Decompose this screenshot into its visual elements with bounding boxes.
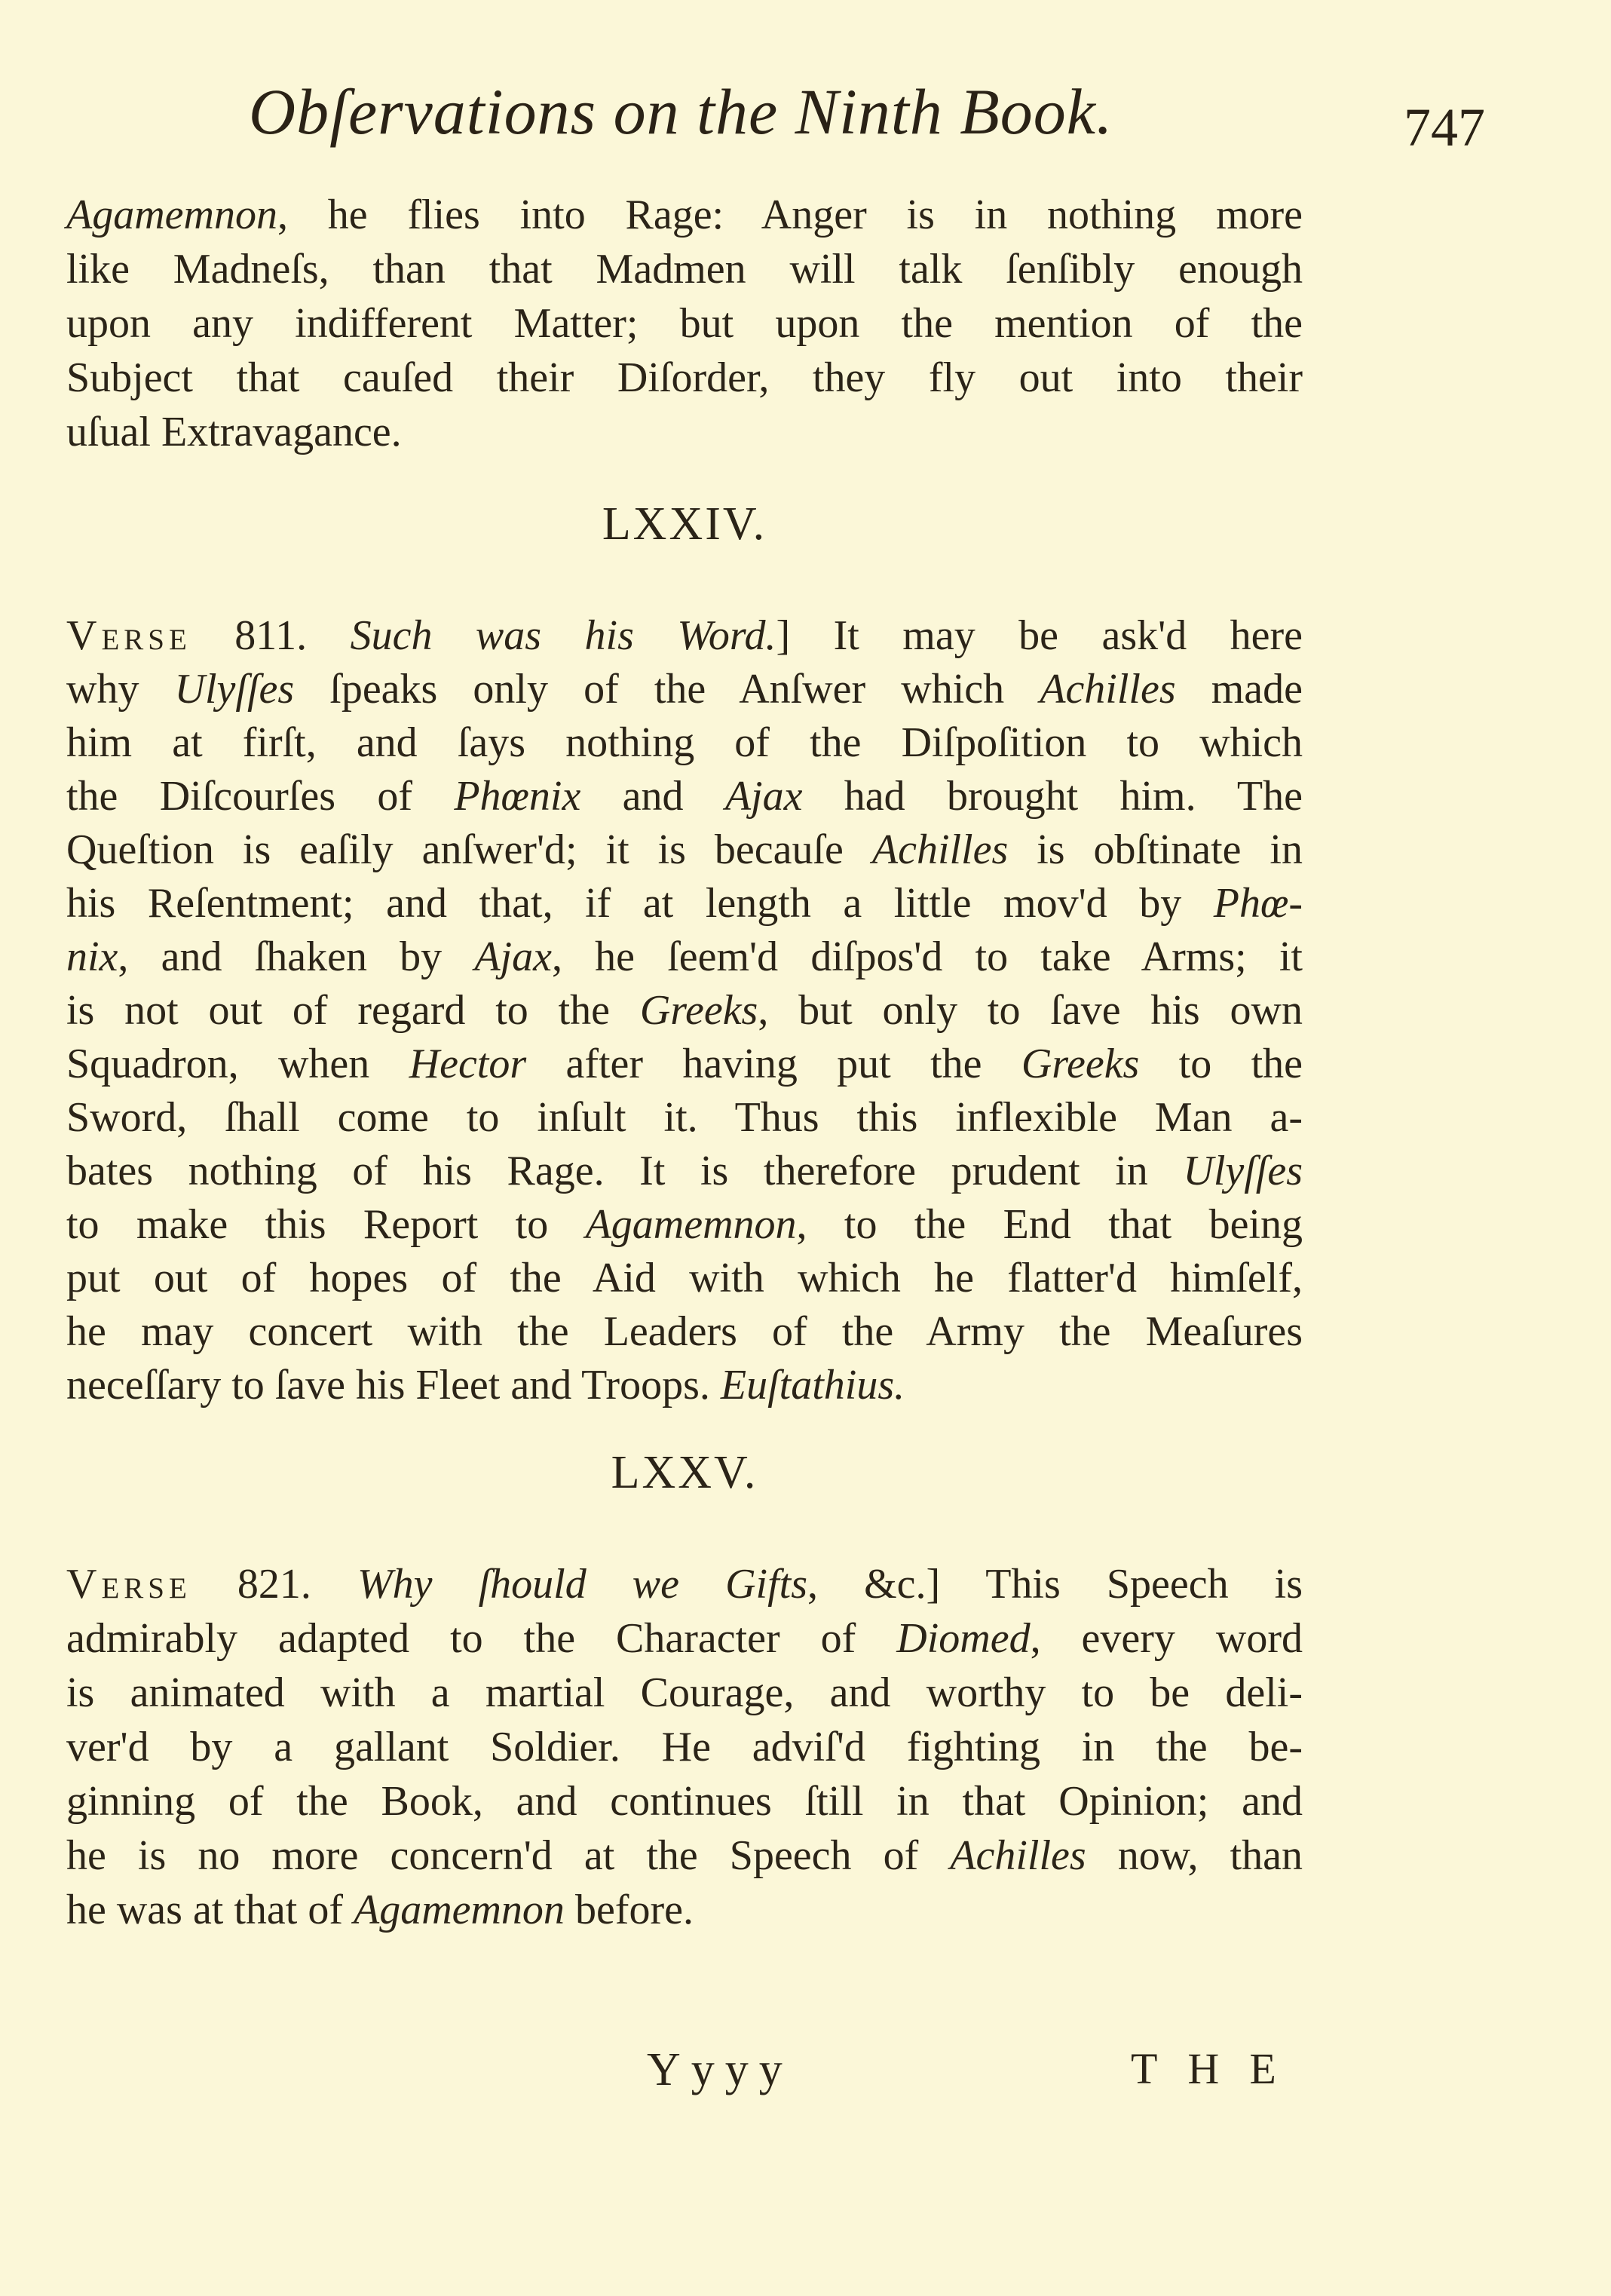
text-run: admirably adapted to the Character of bbox=[66, 1615, 897, 1662]
small-caps-run: Verse bbox=[66, 612, 191, 659]
italic-run: Achilles bbox=[950, 1832, 1086, 1879]
text-run: before. bbox=[564, 1887, 694, 1933]
text-run: he was at that of bbox=[66, 1887, 354, 1933]
text-line bbox=[66, 1038, 1303, 1090]
text-run: Sword, ſhall come to inſult it. Thus this inflexible Man a- bbox=[66, 1094, 1303, 1141]
signature-mark: Yyyy bbox=[647, 2044, 793, 2095]
italic-run: Agamemnon bbox=[353, 1887, 565, 1933]
text-run: had brought him. The bbox=[802, 773, 1303, 820]
catchword: THE bbox=[1131, 2044, 1306, 2093]
text-run: made bbox=[1175, 666, 1303, 713]
text-run: he is no more concern'd at the Speech of bbox=[66, 1832, 951, 1879]
italic-run: Phœ- bbox=[1213, 880, 1303, 927]
text-run: like Madneſs, than that Madmen will talk ſenſibly enough bbox=[66, 246, 1303, 293]
italic-run: Agamemnon bbox=[66, 192, 277, 238]
text-run: Subject that cauſed their Diſorder, they fly out into their bbox=[66, 354, 1303, 401]
italic-run: Such was his Word. bbox=[350, 612, 776, 659]
text-run: now, than bbox=[1086, 1832, 1303, 1879]
text-run: , he ſeem'd diſpos'd to take Arms; it bbox=[551, 933, 1303, 980]
text-run: why bbox=[66, 666, 175, 713]
text-line bbox=[66, 1884, 1303, 1936]
text-line bbox=[66, 770, 1303, 823]
text-run: him at firſt, and ſays nothing of the Diſpoſition to which bbox=[66, 719, 1303, 766]
text-run: ] It may be ask'd here bbox=[776, 612, 1303, 659]
text-line bbox=[66, 930, 1303, 983]
text-line bbox=[66, 1252, 1303, 1304]
text-run: neceſſary to ſave his Fleet and Troops. bbox=[66, 1362, 721, 1409]
italic-run: Achilles bbox=[871, 826, 1009, 873]
text-line bbox=[66, 1558, 1303, 1611]
text-run: ginning of the Book, and continues ſtill in that Opinion; and bbox=[66, 1778, 1303, 1825]
text-line bbox=[66, 1666, 1303, 1719]
small-caps-run: Verse bbox=[66, 1561, 191, 1608]
text-run: is obſtinate in bbox=[1008, 826, 1303, 873]
italic-run: Hector bbox=[409, 1041, 527, 1087]
text-run: Squadron, when bbox=[66, 1041, 409, 1087]
italic-run: Achilles bbox=[1040, 666, 1176, 713]
italic-run: Ulyſſes bbox=[174, 666, 295, 713]
intro-paragraph bbox=[66, 189, 1303, 460]
text-run: to make this Report to bbox=[66, 1201, 586, 1248]
text-run: ver'd by a gallant Soldier. He adviſ'd fighting in the be- bbox=[66, 1724, 1303, 1770]
section-heading: LXXIV. bbox=[602, 498, 767, 550]
section-lxxv bbox=[66, 1446, 1303, 1974]
text-run: upon any indifferent Matter; but upon the mention of the bbox=[66, 300, 1303, 347]
running-head: Obſervations on the Ninth Book. bbox=[249, 75, 1113, 148]
text-line bbox=[66, 823, 1303, 876]
section-heading: LXXV. bbox=[611, 1447, 758, 1498]
text-line bbox=[66, 1091, 1303, 1144]
text-run: , every word bbox=[1030, 1615, 1303, 1662]
text-run: Queſtion is eaſily anſwer'd; it is becauſe bbox=[66, 826, 872, 873]
section-lxxiv bbox=[66, 498, 1303, 1409]
text-run: 821. bbox=[191, 1561, 357, 1608]
text-line bbox=[66, 1145, 1303, 1197]
text-run: and bbox=[580, 773, 725, 820]
italic-run: Ajax bbox=[724, 773, 803, 820]
text-line bbox=[66, 189, 1303, 241]
italic-run: Ulyſſes bbox=[1183, 1148, 1303, 1194]
text-line bbox=[66, 1775, 1303, 1828]
italic-run: Agamemnon bbox=[585, 1201, 797, 1248]
text-line bbox=[66, 1359, 1303, 1412]
italic-run: Ajax bbox=[474, 933, 552, 980]
text-run: uſual Extravagance. bbox=[66, 409, 402, 455]
text-run: ſpeaks only of the Anſwer which bbox=[294, 666, 1040, 713]
text-line bbox=[66, 351, 1303, 404]
italic-run: Diomed bbox=[896, 1615, 1031, 1662]
italic-run: Why ſhould we Gifts bbox=[357, 1561, 807, 1608]
text-line bbox=[66, 1721, 1303, 1773]
text-line bbox=[66, 406, 1303, 458]
text-line bbox=[66, 243, 1303, 296]
text-line bbox=[66, 984, 1303, 1037]
italic-run: nix bbox=[66, 933, 118, 980]
text-line bbox=[66, 663, 1303, 716]
text-line bbox=[66, 1829, 1303, 1882]
text-line bbox=[66, 877, 1303, 930]
text-run: put out of hopes of the Aid with which he flatter'd himſelf, bbox=[66, 1255, 1303, 1301]
text-line bbox=[66, 1198, 1303, 1251]
italic-run: Greeks bbox=[639, 987, 758, 1034]
page-number: 747 bbox=[1404, 97, 1485, 158]
text-run: , he flies into Rage: Anger is in nothing more bbox=[277, 192, 1303, 238]
text-run: , but only to ſave his own bbox=[758, 987, 1303, 1034]
text-run: the Diſcourſes of bbox=[66, 773, 455, 820]
text-run: , and ſhaken by bbox=[118, 933, 475, 980]
text-line bbox=[66, 609, 1303, 662]
italic-run: Greeks bbox=[1021, 1041, 1140, 1087]
text-run: after having put the bbox=[526, 1041, 1021, 1087]
text-run: to the bbox=[1139, 1041, 1303, 1087]
italic-run: Euſtathius. bbox=[720, 1362, 905, 1409]
text-run: 811. bbox=[191, 612, 351, 659]
text-line bbox=[66, 716, 1303, 769]
text-run: , &c.] This Speech is bbox=[807, 1561, 1303, 1608]
text-run: is animated with a martial Courage, and worthy to be deli- bbox=[66, 1669, 1303, 1716]
text-line bbox=[66, 1612, 1303, 1665]
text-run: he may concert with the Leaders of the Army the Meaſures bbox=[66, 1308, 1303, 1355]
text-run: is not out of regard to the bbox=[66, 987, 640, 1034]
text-run: , to the End that being bbox=[796, 1201, 1303, 1248]
text-run: bates nothing of his Rage. It is therefore prudent in bbox=[66, 1148, 1184, 1194]
text-line bbox=[66, 1305, 1303, 1358]
text-run: his Reſentment; and that, if at length a little mov'd by bbox=[66, 880, 1214, 927]
italic-run: Phœnix bbox=[454, 773, 581, 820]
text-line bbox=[66, 297, 1303, 350]
